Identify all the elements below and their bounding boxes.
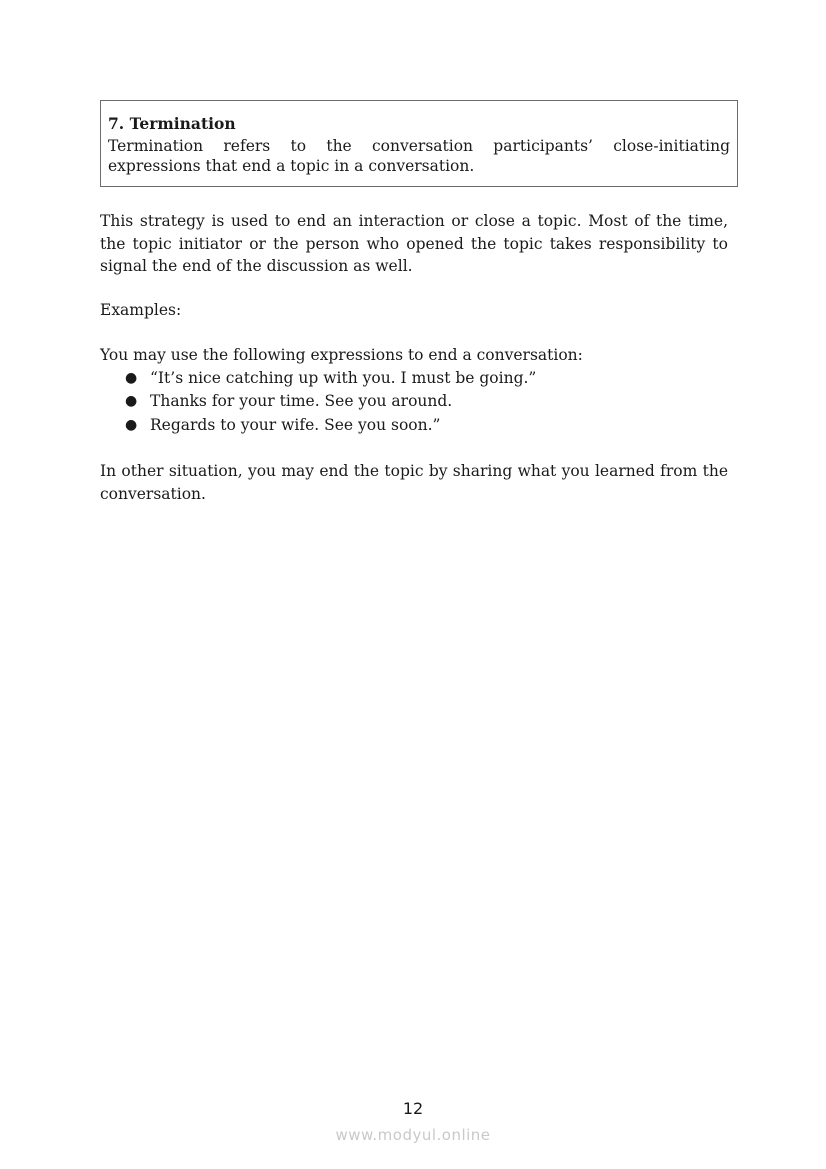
definition-text: Termination refers to the conversation participants’ close-initiating expressions that end a topic in a conversation. bbox=[108, 137, 730, 175]
bullet-icon: ● bbox=[125, 393, 138, 410]
bullet-icon: ● bbox=[125, 370, 138, 386]
list-item bbox=[100, 367, 728, 390]
expression-text: “It’s nice catching up with you. I must be going.” bbox=[150, 369, 537, 387]
expression-text: Regards to your wife. See you soon.” bbox=[150, 415, 441, 434]
definition-title: 7. Termination bbox=[108, 114, 236, 133]
definition-box bbox=[100, 100, 738, 187]
bullet-icon: ● bbox=[125, 416, 138, 433]
page-number: 12 bbox=[402, 1099, 424, 1118]
list-item bbox=[100, 390, 728, 413]
list-item bbox=[100, 414, 728, 437]
expressions-list bbox=[100, 367, 728, 437]
closing-paragraph: In other situation, you may end the topic by sharing what you learned from the conversation. bbox=[100, 462, 728, 503]
expression-text: Thanks for your time. See you around. bbox=[150, 392, 453, 411]
strategy-paragraph: This strategy is used to end an interaction or close a topic. Most of the time, the topic initiator or the person who opened the topic takes responsibility to signal the end of the discussion as well. bbox=[100, 212, 728, 276]
examples-intro: You may use the following expressions to end a conversation: bbox=[100, 346, 583, 364]
watermark: www.modyul.online bbox=[335, 1126, 491, 1144]
examples-label: Examples: bbox=[100, 301, 182, 319]
